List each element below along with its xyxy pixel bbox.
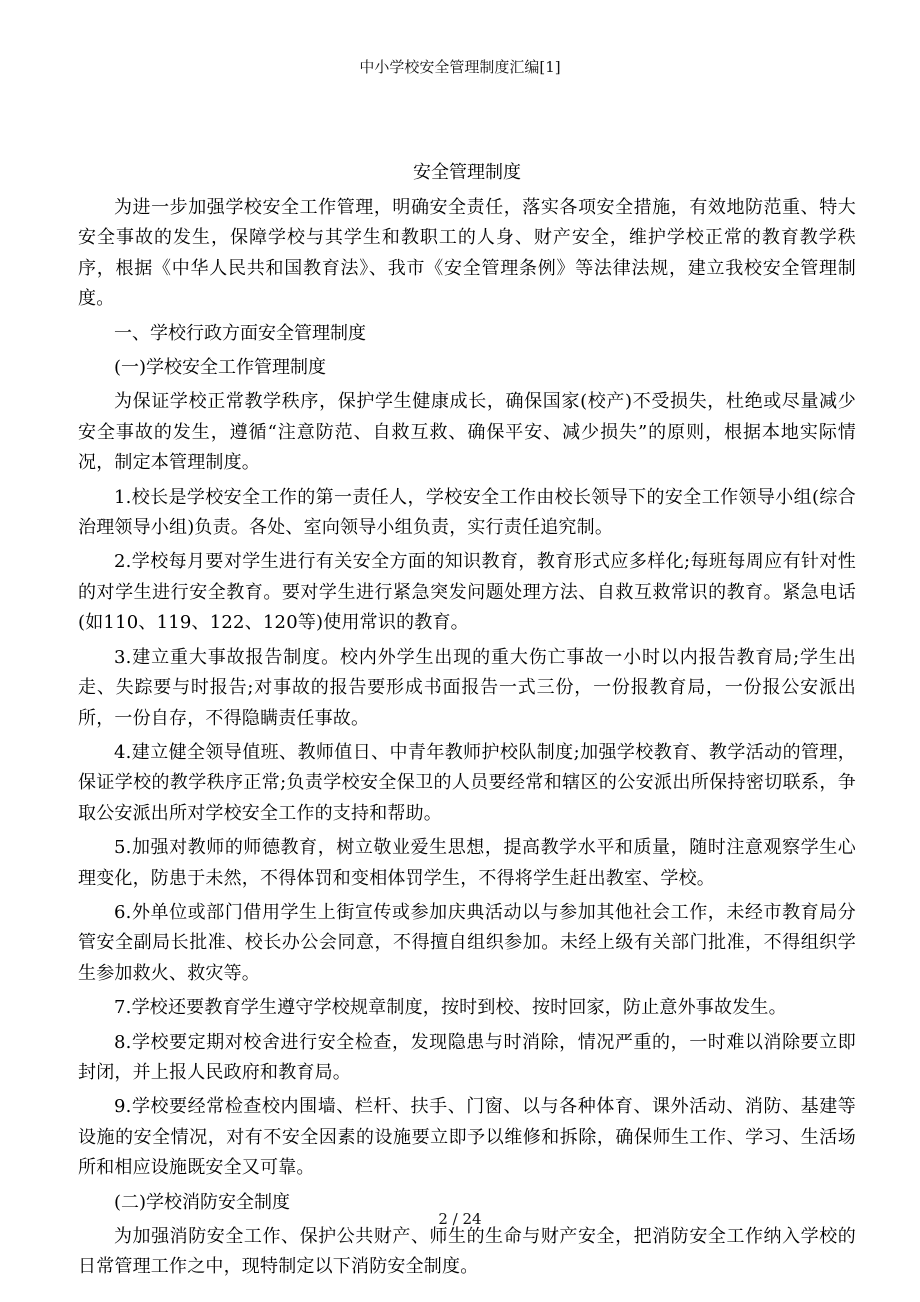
rule-item-4: 4.建立健全领导值班、教师值日、中青年教师护校队制度;加强学校教育、教学活动的管理，保证学校的教学秩序正常;负责学校安全保卫的人员要经常和辖区的公安派出所保持密切联系，争取公安派出所对学校安全工作的支持和帮助。	[78, 741, 856, 824]
fire-safety-intro-paragraph: 为加强消防安全工作、保护公共财产、师生的生命与财产安全，把消防安全工作纳入学校的日常管理工作之中，现特制定以下消防安全制度。	[78, 1226, 856, 1278]
rule-item-2: 2.学校每月要对学生进行有关安全方面的知识教育，教育形式应多样化;每班每周应有针对性的对学生进行安全教育。要对学生进行紧急突发问题处理方法、自救互救常识的教育。紧急电话(如110、119、122、120等)使用常识的教育。	[78, 551, 856, 634]
subsection-heading-safety-management: (一)学校安全工作管理制度	[114, 357, 327, 379]
rule-item-5: 5.加强对教师的师德教育，树立敬业爱生思想，提高教学水平和质量，随时注意观察学生心理变化，防患于未然，不得体罚和变相体罚学生，不得将学生赶出教室、学校。	[78, 837, 856, 889]
rule-item-3: 3.建立重大事故报告制度。校内外学生出现的重大伤亡事故一小时以内报告教育局;学生出走、失踪要与时报告;对事故的报告要形成书面报告一式三份，一份报教育局，一份报公安派出所，一份自存，不得隐瞒责任事故。	[78, 646, 856, 729]
intro-paragraph: 为进一步加强学校安全工作管理，明确安全责任，落实各项安全措施，有效地防范重、特大安全事故的发生，保障学校与其学生和教职工的人身、财产安全，维护学校正常的教育教学秩序，根据《中华人民共和国教育法》、我市《安全管理条例》等法律法规，建立我校安全管理制度。	[78, 197, 856, 310]
rule-item-8: 8.学校要定期对校舍进行安全检查，发现隐患与时消除，情况严重的，一时难以消除要立即封闭，并上报人民政府和教育局。	[78, 1031, 856, 1083]
rule-item-6: 6.外单位或部门借用学生上街宣传或参加庆典活动以与参加其他社会工作，未经市教育局分管安全副局长批准、校长办公会同意，不得擅自组织参加。未经上级有关部门批准，不得组织学生参加救火、救灾等。	[78, 901, 856, 984]
section-heading-administrative: 一、学校行政方面安全管理制度	[114, 322, 366, 344]
document-body	[78, 160, 856, 1287]
subsection-intro-paragraph: 为保证学校正常教学秩序，保护学生健康成长，确保国家(校产)不受损失，杜绝或尽量减少安全事故的发生，遵循“注意防范、自救互救、确保平安、减少损失”的原则，根据本地实际情况，制定本管理制度。	[78, 391, 856, 474]
document-title: 安全管理制度	[413, 162, 521, 183]
rule-item-7: 7.学校还要教育学生遵守学校规章制度，按时到校、按时回家，防止意外事故发生。	[114, 997, 787, 1019]
subsection-heading-fire-safety: (二)学校消防安全制度	[114, 1191, 291, 1213]
running-header: 中小学校安全管理制度汇编[1]	[359, 58, 561, 76]
page-number: 2 / 24	[438, 1210, 482, 1228]
rule-item-9: 9.学校要经常检查校内围墙、栏杆、扶手、门窗、以与各种体育、课外活动、消防、基建等设施的安全情况，对有不安全因素的设施要立即予以维修和拆除，确保师生工作、学习、生活场所和相应设施既安全又可靠。	[78, 1096, 856, 1179]
rule-item-1: 1.校长是学校安全工作的第一责任人，学校安全工作由校长领导下的安全工作领导小组(综合治理领导小组)负责。各处、室向领导小组负责，实行责任追究制。	[78, 486, 856, 539]
